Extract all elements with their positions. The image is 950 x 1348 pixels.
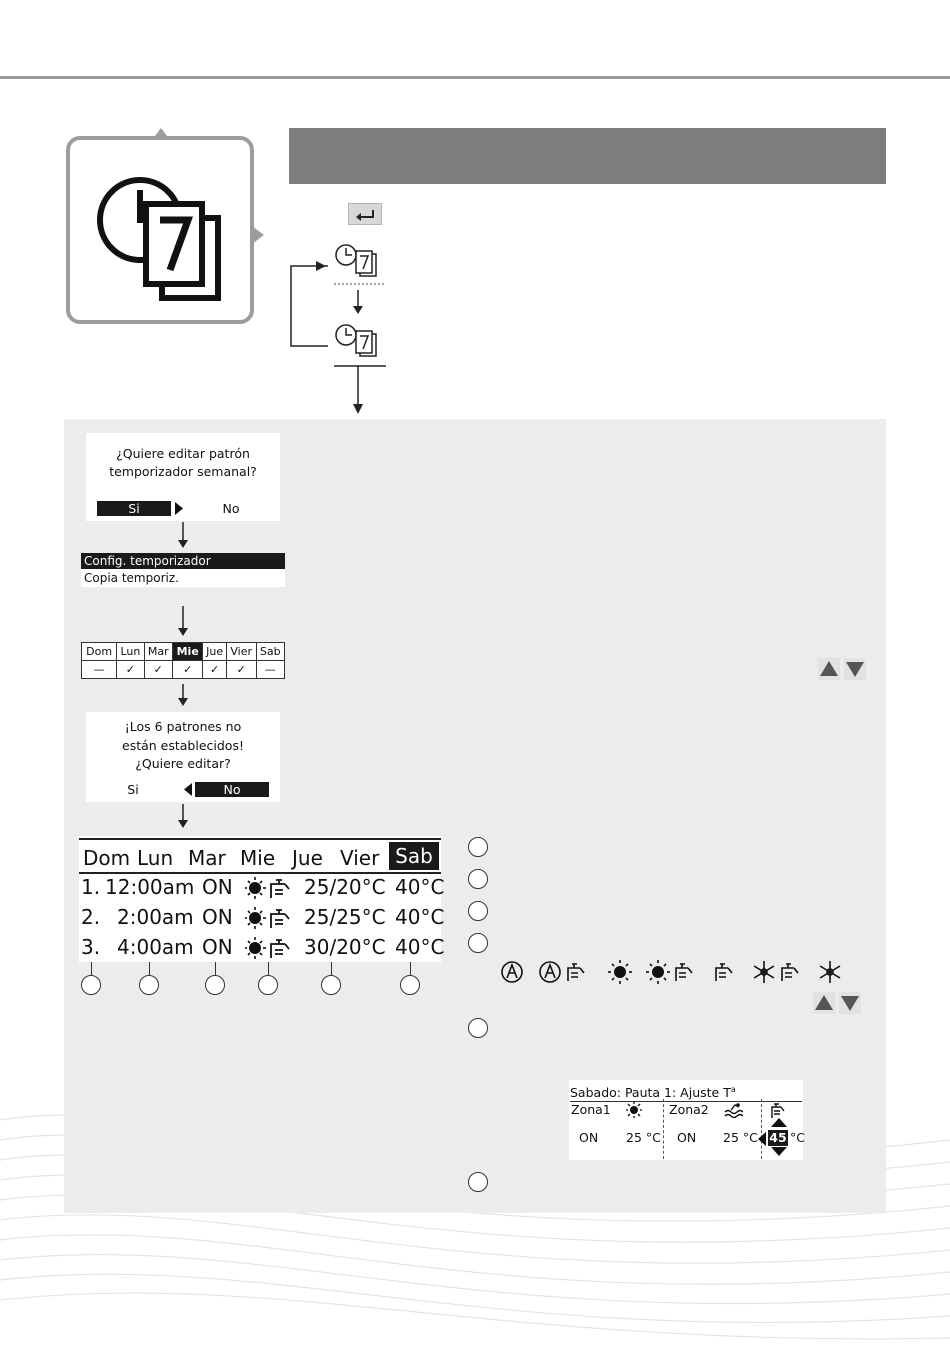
callout-line: [91, 962, 92, 976]
header-day-jue: Jue: [292, 846, 323, 870]
mark-dom: —: [82, 661, 117, 679]
auto-tap-icon: [540, 962, 584, 982]
header-day-mie: Mie: [240, 846, 276, 870]
day-mar[interactable]: Mar: [144, 643, 172, 661]
dialog-line-1: ¿Quiere editar patrón: [116, 446, 250, 461]
warning-line-1: ¡Los 6 patrones no: [124, 719, 242, 734]
zone1-label: Zona1: [571, 1102, 611, 1117]
mode-icons: [498, 958, 858, 986]
degree-unit: °C: [361, 875, 386, 899]
day-dom[interactable]: Dom: [82, 643, 117, 661]
select-arrow-icon: [184, 783, 192, 796]
section-header-bar: [289, 128, 886, 184]
increase-arrow-icon[interactable]: [771, 1118, 787, 1127]
header-day-vier: Vier: [340, 846, 380, 870]
day-mie[interactable]: Mie: [173, 643, 203, 661]
small-clock-calendar-icon-1: [336, 245, 376, 276]
row-number: 1.: [81, 875, 101, 899]
row-state: ON: [202, 935, 233, 959]
row-tank-temp: 40: [395, 875, 421, 899]
sun-tap-icon: [245, 907, 299, 929]
row-number: 2.: [81, 905, 101, 929]
zone2-temp: 25: [723, 1130, 739, 1145]
day-lun[interactable]: Lun: [117, 643, 144, 661]
legend-circle: [468, 837, 488, 857]
zone2-state: ON: [677, 1130, 697, 1145]
zone1-state: ON: [579, 1130, 599, 1145]
sun-tap-icon: [646, 960, 692, 984]
schedule-row[interactable]: [79, 902, 445, 932]
header-day-dom: Dom: [83, 846, 131, 870]
menu-item-copy-timer[interactable]: Copia temporiz.: [84, 571, 179, 585]
row-zone-temps: 30/20: [304, 935, 362, 959]
clock-calendar-icon-frame: [66, 136, 254, 324]
callout-circle: [258, 975, 278, 995]
legend-circle: [468, 1018, 488, 1038]
screen-title: Sabado: Pauta 1: Ajuste $T^a$: [570, 1082, 802, 1102]
up-down-arrows-2: [813, 992, 861, 1014]
patterns-warning-dialog: [86, 712, 280, 802]
mark-sab: —: [256, 661, 284, 679]
callout-circle: [321, 975, 341, 995]
row-time: 4:00am: [117, 935, 194, 959]
row-zone-temps: 25/25: [304, 905, 362, 929]
row-tank-temp: 40: [395, 935, 421, 959]
header-day-lun: Lun: [137, 846, 174, 870]
scroll-right-indicator: [252, 226, 264, 244]
callout-line: [215, 962, 216, 976]
day-sab[interactable]: Sab: [256, 643, 284, 661]
sun-icon: [608, 960, 632, 984]
row-number: 3.: [81, 935, 101, 959]
degree-unit: °C: [361, 935, 386, 959]
unit-label: °C: [645, 1130, 661, 1145]
day-jue[interactable]: Jue: [203, 643, 227, 661]
small-clock-calendar-icon-2: [336, 325, 376, 356]
tank-temp-value[interactable]: 45: [769, 1130, 787, 1145]
check-icon: ✓: [203, 661, 227, 679]
unit-label: °C: [790, 1130, 805, 1145]
no-option[interactable]: No: [222, 501, 240, 516]
callout-circle: [400, 975, 420, 995]
yes-option[interactable]: Si: [97, 501, 171, 516]
schedule-row[interactable]: [79, 872, 445, 902]
day-selector: [81, 642, 285, 682]
row-time: 12:00am: [105, 875, 195, 899]
snowflake-tap-icon: [754, 961, 798, 983]
no-option[interactable]: No: [195, 782, 269, 797]
header-day-mar: Mar: [188, 846, 226, 870]
legend-circle: [468, 933, 488, 953]
degree-unit: °C: [420, 875, 445, 899]
decrease-down-arrow-icon[interactable]: [771, 1147, 787, 1156]
warning-line-2: están establecidos!: [122, 737, 244, 753]
select-arrow-icon: [175, 502, 183, 515]
top-rule: [0, 76, 950, 79]
callout-circle: [81, 975, 101, 995]
callout-line: [331, 962, 332, 976]
schedule-row[interactable]: [79, 932, 445, 962]
column-divider: [663, 1099, 664, 1159]
decrease-arrow-icon[interactable]: [758, 1132, 766, 1146]
up-down-arrows-1: [818, 658, 866, 680]
callout-line: [410, 962, 411, 976]
clock-calendar-icon: [70, 140, 250, 320]
row-time: 2:00am: [117, 905, 194, 929]
zone1-temp: 25: [626, 1130, 642, 1145]
callout-line: [268, 962, 269, 976]
unit-label: °C: [742, 1130, 758, 1145]
callout-circle: [139, 975, 159, 995]
auto-icon: [502, 962, 522, 982]
menu-item-config-timer[interactable]: Config. temporizador: [81, 553, 285, 569]
snowflake-icon: [820, 961, 840, 983]
schedule-table: [79, 836, 445, 962]
flow-diagram: [286, 236, 406, 416]
legend-circle: [468, 1172, 488, 1192]
sun-tap-icon: [245, 937, 299, 959]
yes-option[interactable]: Si: [127, 782, 139, 797]
enter-key-icon: [348, 203, 382, 225]
warning-line-3: ¿Quiere editar?: [135, 756, 231, 771]
check-icon: ✓: [144, 661, 172, 679]
zone2-label: Zona2: [669, 1102, 709, 1117]
temperature-setting-screen: [569, 1080, 803, 1160]
degree-unit: °C: [361, 905, 386, 929]
timer-menu: [81, 553, 285, 587]
legend-circle: [468, 869, 488, 889]
row-zone-temps: 25/20: [304, 875, 362, 899]
row-state: ON: [202, 875, 233, 899]
tap-icon: [716, 964, 732, 981]
dialog-line-2: temporizador semanal?: [109, 464, 257, 479]
row-tank-temp: 40: [395, 905, 421, 929]
edit-pattern-dialog: [86, 433, 280, 521]
row-state: ON: [202, 905, 233, 929]
check-icon: ✓: [226, 661, 256, 679]
tap-icon: [769, 1102, 787, 1118]
header-day-sab[interactable]: Sab: [389, 842, 439, 870]
degree-unit: °C: [420, 935, 445, 959]
column-divider: [761, 1099, 762, 1159]
check-icon: ✓: [117, 661, 144, 679]
legend-circle: [468, 901, 488, 921]
sun-icon: [625, 1102, 643, 1118]
callout-circle: [205, 975, 225, 995]
sun-tap-icon: [245, 877, 299, 899]
check-icon: ✓: [173, 661, 203, 679]
callout-line: [149, 962, 150, 976]
degree-unit: °C: [420, 905, 445, 929]
schedule-header: [79, 838, 441, 874]
pool-icon: [723, 1102, 743, 1118]
day-vier[interactable]: Vier: [226, 643, 256, 661]
